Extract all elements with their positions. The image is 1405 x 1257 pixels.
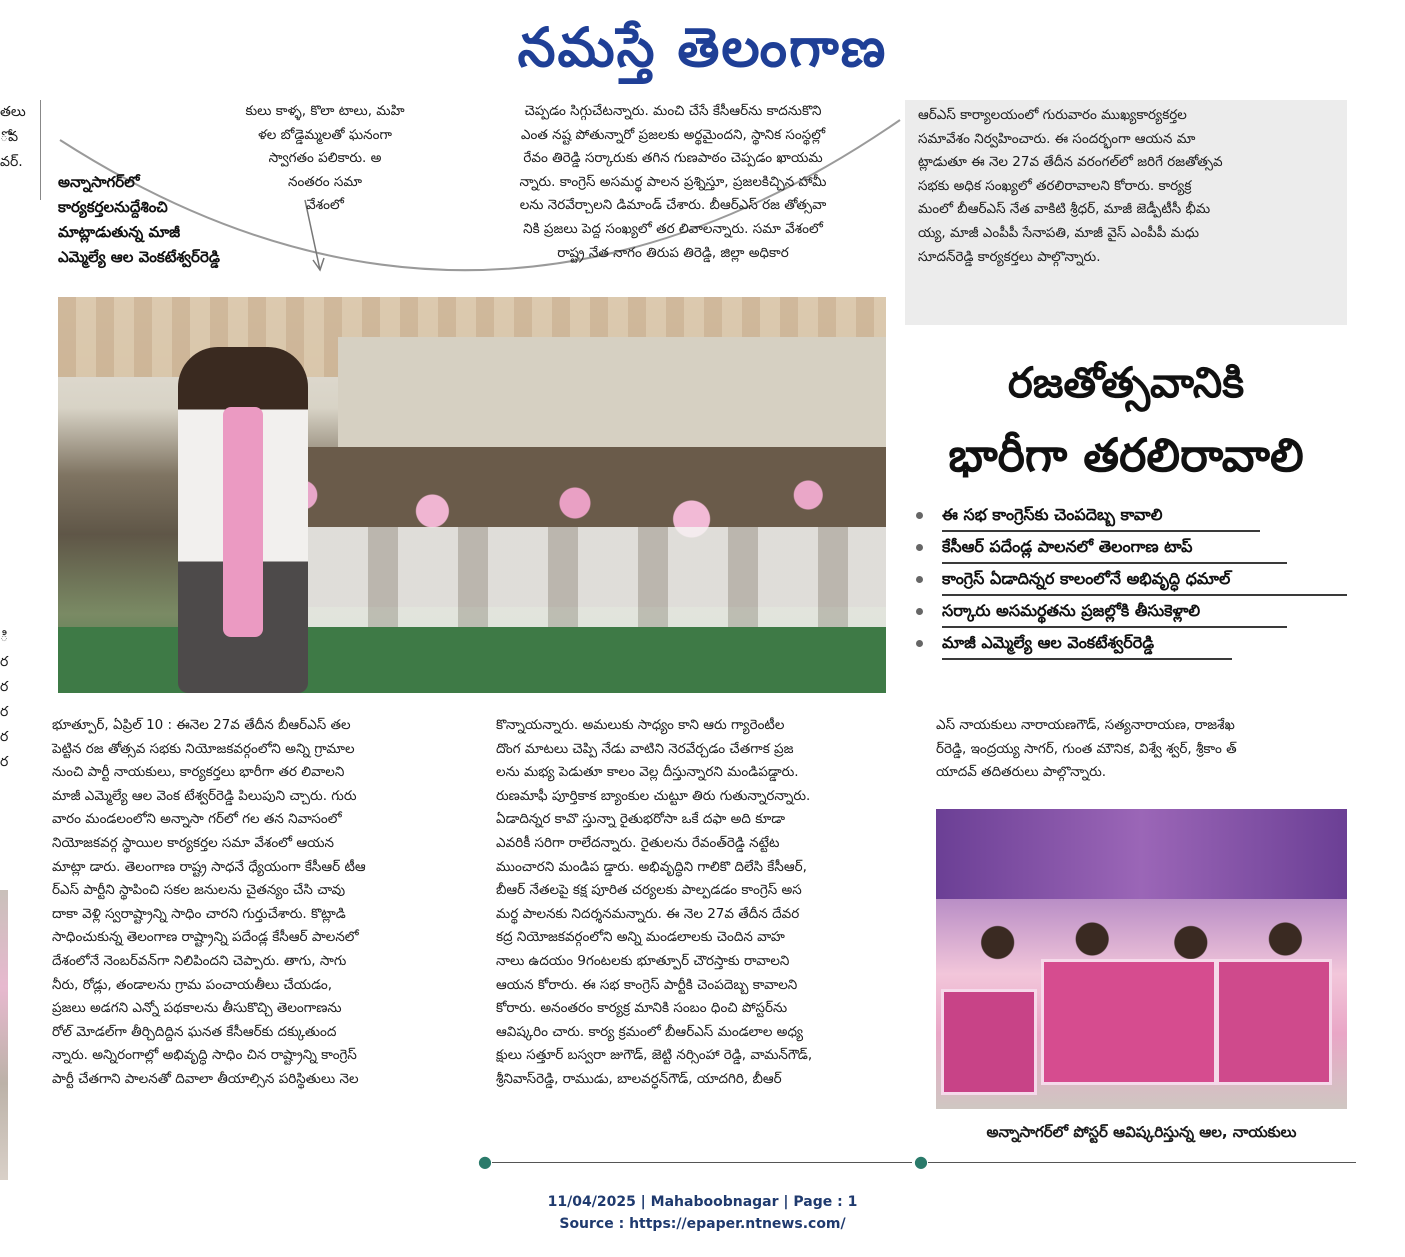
bullet-dot-icon bbox=[916, 544, 923, 551]
bullet-dot-icon bbox=[916, 640, 923, 647]
poster-launch-photo bbox=[936, 809, 1347, 1109]
bullet-item bbox=[912, 532, 1352, 564]
left-edge-photo-strip bbox=[0, 890, 8, 1180]
poster-photo-caption: అన్నాసాగర్‌లో పోస్టర్ ఆవిష్కరిస్తున్న ఆల, నాయకులు bbox=[986, 1123, 1297, 1141]
headline-line2: భారీగా తరలిరావాలి bbox=[948, 428, 1304, 482]
masthead-title: నమస్తే తెలంగాణ bbox=[517, 16, 888, 79]
bullet-item bbox=[912, 564, 1352, 596]
bullet-text: సర్కారు అసమర్థతను ప్రజల్లోకి తీసుకెళ్లాలి bbox=[942, 601, 1201, 620]
bullet-text: ఈ సభ కాంగ్రెస్‌కు చెంపదెబ్బ కావాలి bbox=[942, 505, 1163, 524]
bullet-text: మాజీ ఎమ్మెల్యే ఆల వెంకటేశ్వర్‌రెడ్డి bbox=[942, 633, 1155, 652]
bullet-text: కేసీఆర్ పదేండ్ల పాలనలో తెలంగాణ టాప్ bbox=[942, 537, 1193, 556]
bottom-rule bbox=[492, 1162, 912, 1163]
bullet-dot-icon bbox=[916, 576, 923, 583]
bullet-item bbox=[912, 500, 1352, 532]
article-col1: భూత్పూర్, ఏప్రిల్ 10 : ఈనెల 27వ తేదీన బీఆర్‌ఎస్ తల పెట్టిన రజ తోత్సవ సభకు నియోజకవర్గంలోని అన్ని గ్రామాల నుంచి పార్టీ నాయకులు, కార్యకర్తలు భారీగా తర లివాలని మాజీ ఎమ్మెల్యే ఆల వెంక టేశ్వర్‌రెడ్డి పిలుపుని చ్చారు. గురు వారం మండలంలోని అన్నాసా గర్‌లో గల తన నివాసంలో నియోజకవర్గ స్థాయిల కార్యకర్తల సమా వేశంలో ఆయన మాట్లా డారు. తెలంగాణ రాష్ట్ర సాధనే ధ్యేయంగా కేసీఆర్ టీఆ ర్‌ఎస్ పార్టీని స్థాపించి సకల జనులను చైతన్యం చేసి చావు దాకా వెళ్లి స్వరాష్ట్రాన్ని సాధిం చారని గుర్తుచేశారు. కొట్లాడి సాధించుకున్న తెలంగాణ రాష్ట్రాన్ని పదేండ్ల కేసీఆర్ పాలనలో దేశంలోనే నెంబర్‌వన్‌గా నిలిపిందని చెప్పారు. తాగు, సాగు నీరు, రోడ్లు, తండాలను గ్రామ పంచాయతీలు చేయడం, ప్రజలు అడగని ఎన్నో పథకాలను తీసుకొచ్చి తెలంగాణను రోల్ మోడల్‌గా తీర్చిదిద్దిన ఘనత కేసీఆర్‌కు దక్కుతుంద న్నారు. అన్నిరంగాల్లో అభివృద్ధి సాధిం చిన రాష్ట్రాన్ని కాంగ్రెస్ పార్టీ చేతగాని పాలనతో దివాలా తీయాల్సిన పరిస్థితులు నెల bbox=[52, 717, 366, 1087]
main-photo-caption: అన్నాసాగర్‌లో కార్యకర్తలనుద్దేశించి మాట్లాడుతున్న మాజీ ఎమ్మెల్యే ఆల వెంకటేశ్వర్‌రెడ్డి bbox=[58, 173, 220, 266]
bullet-item bbox=[912, 628, 1352, 660]
bullet-list bbox=[912, 500, 1352, 660]
top-story-col3: ఆర్‌ఎస్ కార్యాలయంలో గురువారం ముఖ్యకార్యకర్తల సమావేశం నిర్వహించారు. ఈ సందర్భంగా ఆయన మా ట్లాడుతూ ఈ నెల 27వ తేదీన వరంగల్‌లో జరిగే రజతోత్సవ సభకు అధిక సంఖ్యలో తరలిరావాలని కోరారు. కార్యక్ర మంలో బీఆర్‌ఎస్ నేత వాకిటి శ్రీధర్, మాజీ జెడ్పీటీసీ భీమ య్య, మాజీ ఎంపీపీ సేనాపతి, మాజీ వైస్ ఎంపీపీ మధు సూదన్‌రెడ్డి కార్యకర్తలు పాల్గొన్నారు. bbox=[918, 107, 1223, 265]
bullet-dot-icon bbox=[916, 512, 923, 519]
left-edge-top-fragment: తలు ోవ వర్. bbox=[0, 104, 26, 170]
bullet-item bbox=[912, 596, 1352, 628]
top-story-col2: చెప్పడం సిగ్గుచేటన్నారు. మంచి చేసే కేసీఆర్‌ను కాదనుకొని ఎంత నష్ట పోతున్నారో ప్రజలకు అర్థమైందని, స్థానిక సంస్థల్లో రేవం తిరెడ్డి సర్కారుకు తగిన గుణపాఠం చెప్పడం ఖాయమ న్నారు. కాంగ్రెస్ అసమర్థ పాలన ప్రశ్నిస్తూ, ప్రజలకిచ్చిన హామీ లను నెరవేర్చాలని డిమాండ్ చేశారు. బీఆర్‌ఎస్ రజ తోత్సవా నికి ప్రజలు పెద్ద సంఖ్యలో తర లివాలన్నారు. సమా వేశంలో రాష్ట్ర నేత నాగం తిరుప తిరెడ్డి, జిల్లా అధికార bbox=[519, 103, 827, 261]
end-mark-icon: ● bbox=[914, 1152, 928, 1171]
footer-date-line: 11/04/2025 | Mahaboobnagar | Page : 1 bbox=[547, 1194, 858, 1210]
bullet-dot-icon bbox=[916, 608, 923, 615]
article-col2: కొన్నాయన్నారు. అమలుకు సాధ్యం కాని ఆరు గ్యారెంటీల దొంగ మాటలు చెప్పి నేడు వాటిని నెరవేర్చడం చేతగాక ప్రజ లను మభ్య పెడుతూ కాలం వెల్ల దీస్తున్నారని మండిపడ్డారు. రుణమాఫీ పూర్తికాక బ్యాంకుల చుట్టూ తిరు గుతున్నారన్నారు. ఏడాదిన్నర కావొ స్తున్నా రైతుభరోసా ఒకే దఫా అది కూడా ఎవరికీ సరిగా రాలేదన్నారు. రైతులను రేవంత్‌రెడ్డి నట్టేట ముంచారని మండిప డ్డారు. అభివృద్ధిని గాలికొ దిలేసి కేసీఆర్, బీఆర్ నేతలపై కక్ష పూరిత చర్యలకు పాల్పడడం కాంగ్రెస్ అస మర్థ పాలనకు నిదర్శనమన్నారు. ఈ నెల 27వ తేదీన దేవర కద్ర నియోజకవర్గంలోని అన్ని మండలాలకు చెందిన వాహ నాలు ఉదయం 9గంటలకు భూత్పూర్ చౌరస్తాకు రావాలని ఆయన కోరారు. ఈ సభ కాంగ్రెస్ పార్టీకి చెంపదెబ్బ కావాలని కోరారు. అనంతరం కార్యక్ర మానికి సంబం ధించి పోస్టర్‌ను ఆవిష్కరిం చారు. కార్య క్రమంలో బీఆర్‌ఎస్ మండలాల అధ్య క్షులు సత్తూర్ బస్వరా జుగౌడ్, జెట్టి నర్సింహా రెడ్డి, వామన్‌గౌడ్, శ్రీనివాస్‌రెడ్డి, రాముడు, బాలవర్ధన్‌గౌడ్, యాదగిరి, బీఆర్ bbox=[496, 717, 813, 1087]
footer-source-link[interactable]: Source : https://epaper.ntnews.com/ bbox=[559, 1216, 846, 1232]
main-photo bbox=[58, 297, 886, 693]
bottom-rule bbox=[928, 1162, 1356, 1163]
article-col3: ఎస్ నాయకులు నారాయణగౌడ్, సత్యనారాయణ, రాజశేఖ ర్‌రెడ్డి, ఇంద్రయ్య సాగర్, గుంత మౌనిక, విశ్వే శ్వర్, శ్రీకాం త్ యాదవ్ తదితరులు పాల్గొన్నారు. bbox=[936, 717, 1237, 781]
bullet-text: కాంగ్రెస్ ఏడాదిన్నర కాలంలోనే అభివృద్ధి ధమాల్ bbox=[942, 569, 1231, 588]
headline-line1: రజతోత్సవానికి bbox=[1007, 358, 1245, 407]
left-edge-lower-fragment: ి ర ర ర ర ర bbox=[0, 629, 9, 770]
top-story-col1: కులు కాళ్ళ, కొలా టాలు, మహి ళల బోడ్డెమ్మలతో ఘనంగా స్వాగతం పలికారు. అ నంతరం సమా వేశంలో bbox=[245, 103, 405, 214]
end-mark-icon: ● bbox=[478, 1152, 492, 1171]
